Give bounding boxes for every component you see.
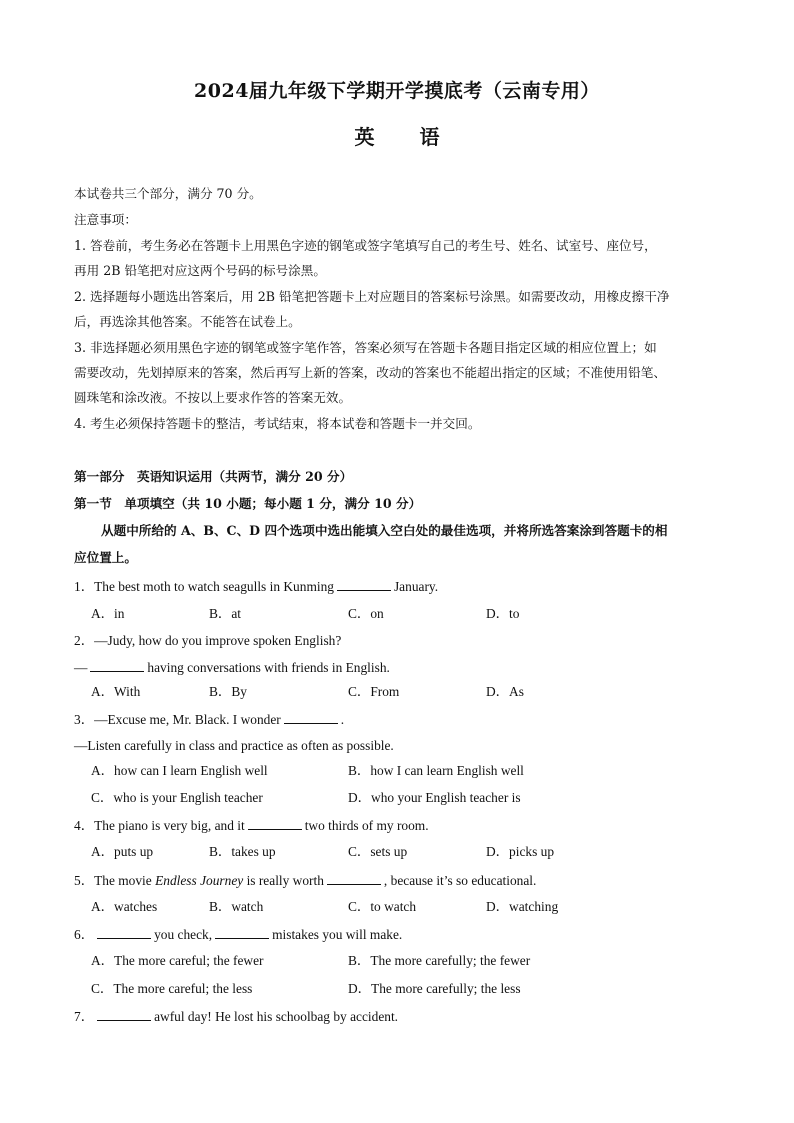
question-4	[74, 817, 429, 834]
question-6	[74, 926, 402, 943]
question-4-stem: 4．The piano is very big, and it	[74, 818, 245, 833]
question-2-line-2	[74, 659, 390, 676]
answer-blank	[284, 711, 338, 724]
q6-option-c: C．The more careful; the less	[91, 981, 253, 996]
answer-blank	[90, 659, 144, 672]
question-3-line-2: —Listen carefully in class and practice as often as possible.	[74, 738, 394, 753]
instruction-line-2: 应位置上。	[74, 550, 137, 565]
answer-blank	[97, 926, 151, 939]
subject-char-2: 语	[419, 125, 440, 149]
q2-option-b: B．By	[209, 684, 247, 699]
question-5	[74, 872, 536, 889]
question-2-line-1: 2．—Judy, how do you improve spoken English?	[74, 633, 342, 648]
question-5-stem-mid: is really worth	[243, 873, 324, 888]
answer-blank	[327, 872, 381, 885]
q5-option-d: D．watching	[486, 899, 559, 914]
notes-intro: 本试卷共三个部分，满分 70 分。	[74, 186, 262, 201]
q5-option-c: C．to watch	[348, 899, 417, 914]
question-1-stem-end: January.	[393, 579, 439, 594]
q6-option-d: D．The more carefully; the less	[348, 981, 521, 996]
note-3-line-2: 需要改动，先划掉原来的答案，然后再写上新的答案，改动的答案也不能超出指定的区域；不准使用铅笔、	[74, 365, 666, 380]
part-heading: 第一部分 英语知识运用（共两节，满分 20 分）	[74, 469, 353, 484]
q2-option-d: D．As	[486, 684, 524, 699]
note-1-line-2: 再用 2B 铅笔把对应这两个号码的标号涂黑。	[74, 263, 326, 278]
exam-title: 2024届九年级下学期开学摸底考（云南专用）	[194, 80, 600, 102]
question-6-stem-end: mistakes you will make.	[272, 927, 403, 942]
answer-blank	[337, 578, 391, 591]
q2-option-a: A．With	[91, 684, 141, 699]
q1-option-c: C．on	[348, 606, 384, 621]
question-2-dash: —	[74, 660, 88, 675]
q5-option-b: B．watch	[209, 899, 264, 914]
q2-option-c: C．From	[348, 684, 400, 699]
instruction-line-1: 从题中所给的 A、B、C、D 四个选项中选出能填入空白处的最佳选项，并将所选答案涂到答题卡的相	[101, 523, 668, 538]
subject-title	[0, 121, 794, 150]
question-6-stem-mid: you check,	[154, 927, 213, 942]
question-1-stem: 1．The best moth to watch seagulls in Kunming	[74, 579, 334, 594]
answer-blank	[248, 817, 302, 830]
question-3-stem-end: .	[340, 712, 345, 727]
note-2-line-2: 后，再选涂其他答案。不能答在试卷上。	[74, 314, 301, 329]
q6-option-a: A．The more careful; the fewer	[91, 953, 264, 968]
question-5-stem-end: , because it’s so educational.	[383, 873, 537, 888]
q4-option-a: A．puts up	[91, 844, 154, 859]
q4-option-c: C．sets up	[348, 844, 408, 859]
question-1	[74, 578, 438, 595]
notes-heading: 注意事项：	[74, 212, 137, 227]
question-6-number: 6．	[74, 927, 95, 942]
q3-option-b: B．how I can learn English well	[348, 763, 524, 778]
q3-option-c: C．who is your English teacher	[91, 790, 263, 805]
subject-char-1: 英	[354, 125, 375, 149]
q5-option-a: A．watches	[91, 899, 158, 914]
movie-title: Endless Journey	[155, 873, 244, 888]
q3-option-d: D．who your English teacher is	[348, 790, 521, 805]
q3-option-a: A．how can I learn English well	[91, 763, 268, 778]
note-2-line-1: 2. 选择题每小题选出答案后，用 2B 铅笔把答题卡上对应题目的答案标号涂黑。如需要改动，用橡皮擦干净	[74, 289, 670, 304]
question-5-stem: 5．The movie	[74, 873, 156, 888]
q1-option-d: D．to	[486, 606, 520, 621]
section-heading: 第一节 单项填空（共 10 小题；每小题 1 分，满分 10 分）	[74, 496, 422, 511]
q4-option-d: D．picks up	[486, 844, 555, 859]
answer-blank	[97, 1008, 151, 1021]
question-7-number: 7．	[74, 1009, 95, 1024]
question-7	[74, 1008, 398, 1025]
question-2-stem-end: having conversations with friends in English.	[147, 660, 390, 675]
note-1-line-1: 1. 答卷前，考生务必在答题卡上用黑色字迹的钢笔或签字笔填写自己的考生号、姓名、试室号、座位号，	[74, 238, 657, 253]
q4-option-b: B．takes up	[209, 844, 276, 859]
answer-blank	[215, 926, 269, 939]
question-7-stem-end: awful day! He lost his schoolbag by accident.	[154, 1009, 399, 1024]
note-3-line-1: 3. 非选择题必须用黑色字迹的钢笔或签字笔作答，答案必须写在答题卡各题目指定区域的相应位置上；如	[74, 340, 657, 355]
question-4-stem-end: two thirds of my room.	[304, 818, 429, 833]
note-3-line-3: 圆珠笔和涂改液。不按以上要求作答的答案无效。	[74, 390, 352, 405]
q1-option-a: A．in	[91, 606, 125, 621]
note-4: 4. 考生必须保持答题卡的整洁，考试结束，将本试卷和答题卡一并交回。	[74, 416, 481, 431]
question-3-line-1	[74, 711, 344, 728]
q6-option-b: B．The more carefully; the fewer	[348, 953, 531, 968]
q1-option-b: B．at	[209, 606, 241, 621]
question-3-stem: 3．—Excuse me, Mr. Black. I wonder	[74, 712, 281, 727]
